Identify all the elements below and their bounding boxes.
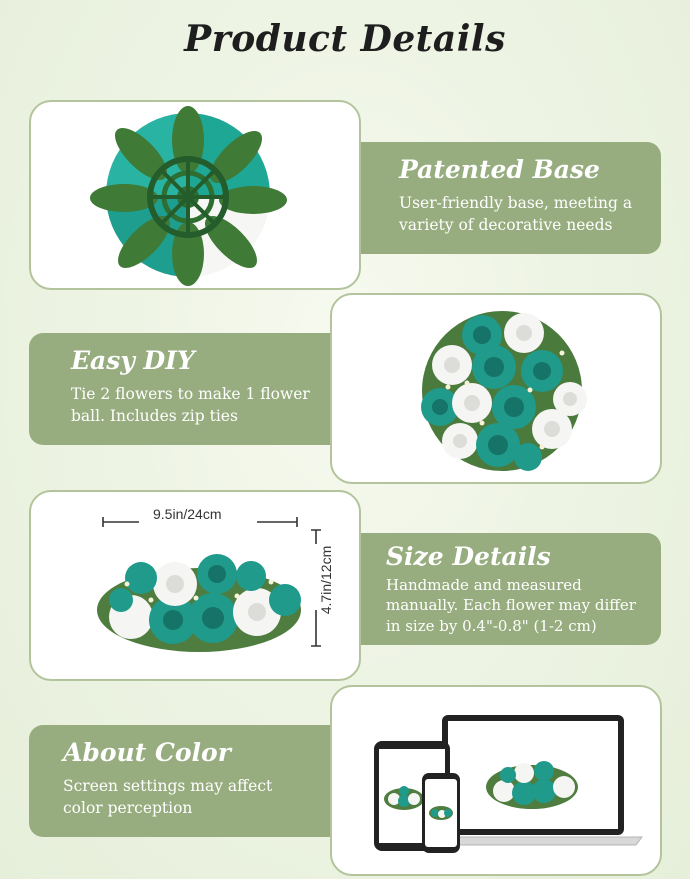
height-dimension-label: 4.7in/12cm	[318, 545, 334, 615]
width-dimension-label: 9.5in/24cm	[153, 506, 222, 522]
page-title: Product Details	[184, 18, 506, 60]
about-color-panel	[29, 725, 332, 837]
easy-diy-heading: Easy DIY	[71, 346, 195, 375]
patented-base-heading: Patented Base	[399, 155, 600, 184]
flower-base-image	[31, 102, 359, 288]
flower-ball-card	[330, 293, 662, 484]
about-color-text: Screen settings may affect color perception	[63, 776, 273, 817]
size-details-heading: Size Details	[386, 542, 551, 571]
base-image-card	[29, 100, 361, 290]
size-details-text: Handmade and measured manually. Each flower may differ in size by 0.4"-0.8" (1-2 cm)	[386, 575, 636, 635]
patented-base-panel	[361, 142, 661, 254]
easy-diy-panel	[29, 333, 332, 445]
patented-base-text: User-friendly base, meeting a variety of decorative needs	[399, 193, 633, 234]
flower-ball-image	[332, 295, 660, 482]
size-image-card	[29, 490, 361, 681]
easy-diy-text: Tie 2 flowers to make 1 flower ball. Includes zip ties	[71, 384, 310, 425]
devices-image-card	[330, 685, 662, 876]
size-details-panel	[361, 533, 661, 645]
about-color-heading: About Color	[63, 738, 231, 767]
devices-image	[332, 687, 660, 874]
